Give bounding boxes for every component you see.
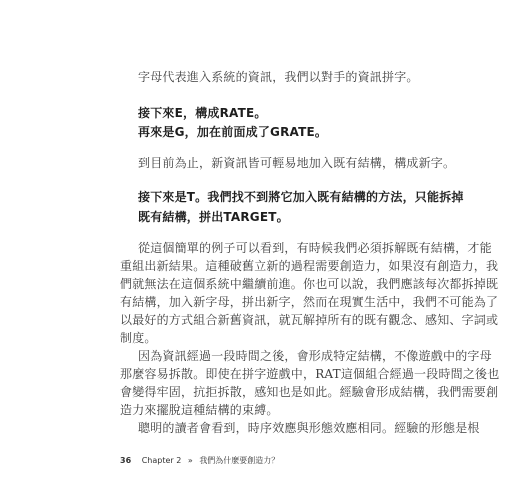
paragraph-2-line-1: 因為資訊經過一段時間之後，會形成特定結構，不像遊戲中的字母 — [138, 349, 492, 363]
text-line-3: 再來是G，加在前面成了GRATE。 — [138, 125, 328, 139]
text-line-6: 既有結構，拼出TARGET。 — [138, 210, 289, 224]
paragraph-1-line-3: 們就無法在這個系統中繼續前進。你也可以說，我們應該每次都拆掉既 — [120, 277, 499, 291]
text-line-1: 字母代表進入系統的資訊，我們以對手的資訊拼字。 — [138, 70, 419, 84]
paragraph-2-line-4: 造力來擺脫這種結構的束縛。 — [120, 403, 279, 417]
paragraph-2-line-2: 那麼容易拆散。即使在拼字遊戲中，RAT這個組合經過一段時間之後也 — [120, 367, 500, 381]
paragraph-1-line-1: 從這個簡單的例子可以看到，有時候我們必須拆解既有結構，才能 — [138, 241, 492, 255]
paragraph-3-line-1: 聰明的讀者會看到，時序效應與形態效應相同。經驗的形態是根 — [138, 421, 480, 435]
text-line-2: 接下來E，構成RATE。 — [138, 106, 267, 120]
page-number: 36 — [120, 456, 132, 465]
chapter-label: Chapter 2 — [141, 456, 182, 465]
paragraph-1-line-6: 制度。 — [120, 331, 157, 345]
paragraph-1-line-2: 重組出新結果。這種破舊立新的過程需要創造力，如果沒有創造力，我 — [120, 259, 499, 273]
text-line-4: 到目前為止，新資訊皆可輕易地加入既有結構，構成新字。 — [138, 156, 456, 170]
paragraph-1-line-4: 有結構，加入新字母，拼出新字，然而在現實生活中，我們不可能為了 — [120, 295, 499, 309]
paragraph-2-line-3: 會變得牢固，抗拒拆散，感知也是如此。經驗會形成結構，我們需要創 — [120, 385, 499, 399]
text-line-5: 接下來是T。我們找不到將它加入既有結構的方法，只能拆掉 — [138, 190, 464, 204]
chapter-title: 我們為什麼要創造力？ — [199, 456, 280, 465]
page-footer — [120, 455, 279, 467]
paragraph-1-line-5: 以最好的方式組合新舊資訊，就瓦解掉所有的既有觀念、感知、字詞或 — [120, 313, 499, 327]
separator-glyph: » — [187, 456, 193, 465]
